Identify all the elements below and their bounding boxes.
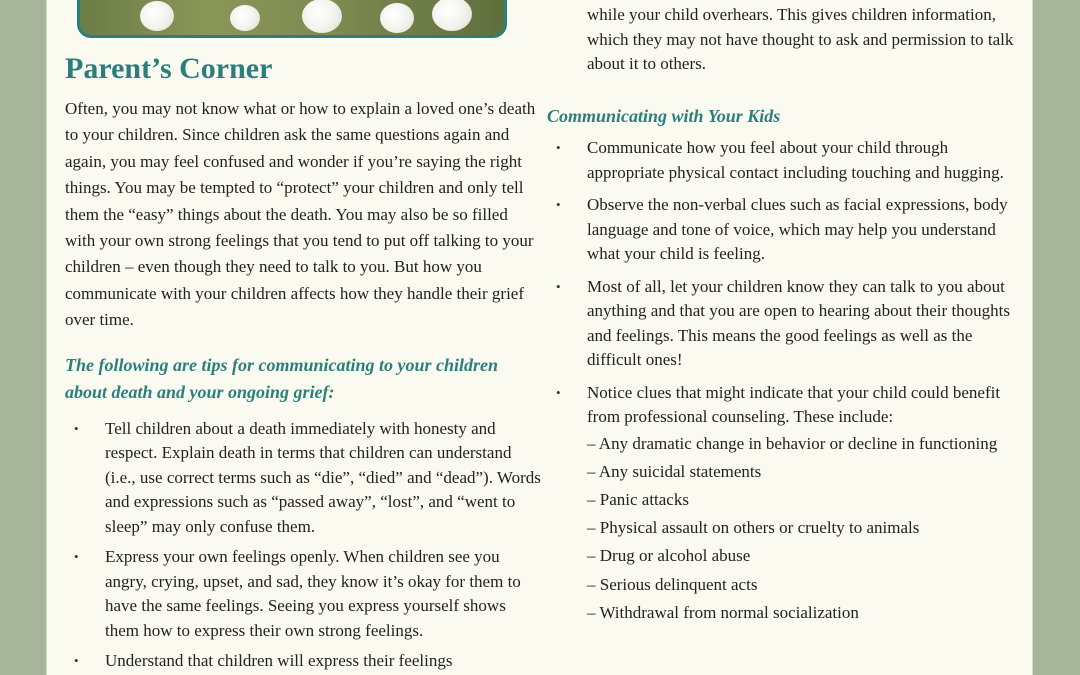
- bullet-text: Observe the non-verbal clues such as facial expressions, body language and tone of voice, which may help you understand what your child is feeling.: [587, 195, 1008, 263]
- flower-image-part: [230, 5, 260, 31]
- list-item: – Any suicidal statements: [587, 461, 762, 481]
- list-item: [547, 381, 1017, 430]
- list-item: – Drug or alcohol abuse: [587, 546, 751, 566]
- flower-image-part: [380, 3, 414, 33]
- flower-image-part: [432, 0, 472, 31]
- tips-heading: The following are tips for communicating to your children about death and your ongoing grief:: [65, 354, 499, 403]
- tip-text: Tell children about a death immediately with honesty and respect. Explain death in terms that children can understand (i.e., use correct terms such as “die”, “died” and “dead”). Words and expressions such as “passed away”, “lost”, and “went to sleep” may only confuse them.: [105, 418, 541, 536]
- bullet-icon: •: [74, 549, 79, 565]
- list-item: – Withdrawal from normal socialization: [587, 602, 859, 622]
- continued-text: while your child overhears. This gives children information, which they may not have thought to ask and permission to talk about it to others.: [587, 5, 1014, 73]
- tip-text: Understand that children will express their feelings: [105, 651, 453, 671]
- list-item: [65, 649, 541, 674]
- list-item: – Any dramatic change in behavior or decline in functioning: [587, 433, 998, 453]
- right-column: [547, 3, 1017, 627]
- list-item: – Serious delinquent acts: [587, 574, 758, 594]
- left-column: [65, 96, 541, 674]
- bullet-text: Communicate how you feel about your child through appropriate physical contact including touching and hugging.: [587, 138, 1004, 182]
- newsletter-page: [46, 0, 1033, 675]
- flower-photo: [77, 0, 507, 38]
- communication-tips-list: [547, 136, 1017, 430]
- bullet-text: Notice clues that might indicate that your child could benefit from professional counseling. These include:: [587, 382, 1001, 426]
- list-item: [65, 545, 541, 643]
- list-item: [547, 275, 1017, 373]
- tip-text: Express your own feelings openly. When children see you angry, crying, upset, and sad, they know it’s okay for them to have the same feelings. Seeing you express yourself shows them how to express their own strong feelings.: [105, 547, 521, 640]
- page-title: Parent’s Corner: [65, 52, 273, 85]
- bullet-icon: •: [556, 197, 561, 212]
- list-item: [65, 417, 541, 540]
- bullet-icon: •: [556, 140, 561, 155]
- bullet-icon: •: [556, 278, 561, 294]
- bullet-text: Most of all, let your children know they can talk to you about anything and that you are open to hearing about their thoughts and feelings. This means the good feelings as well as the difficult ones!: [587, 276, 1011, 369]
- list-item: – Physical assault on others or cruelty to animals: [587, 518, 920, 538]
- list-item: [547, 193, 1017, 267]
- tips-list: [65, 417, 541, 674]
- bullet-icon: •: [74, 420, 79, 436]
- bullet-icon: •: [556, 384, 561, 400]
- list-item: – Panic attacks: [587, 489, 689, 509]
- flower-image-part: [140, 1, 174, 31]
- intro-paragraph: Often, you may not know what or how to explain a loved one’s death to your children. Since children ask the same questions again and again, you may feel confused and wonder if you’re saying the right things. You may be tempted to “protect” your children and only tell them the “easy” things about the death. You may also be so filled with your own strong feelings that you tend to put off talking to your children – even though they need to talk to you. But how you communicate with your children affects how they handle their grief over time.: [65, 99, 536, 330]
- counseling-signs-list: [547, 430, 1017, 627]
- section-heading: Communicating with Your Kids: [547, 105, 781, 126]
- flower-image-part: [302, 0, 342, 33]
- bullet-icon: •: [74, 653, 79, 669]
- list-item: [547, 136, 1017, 185]
